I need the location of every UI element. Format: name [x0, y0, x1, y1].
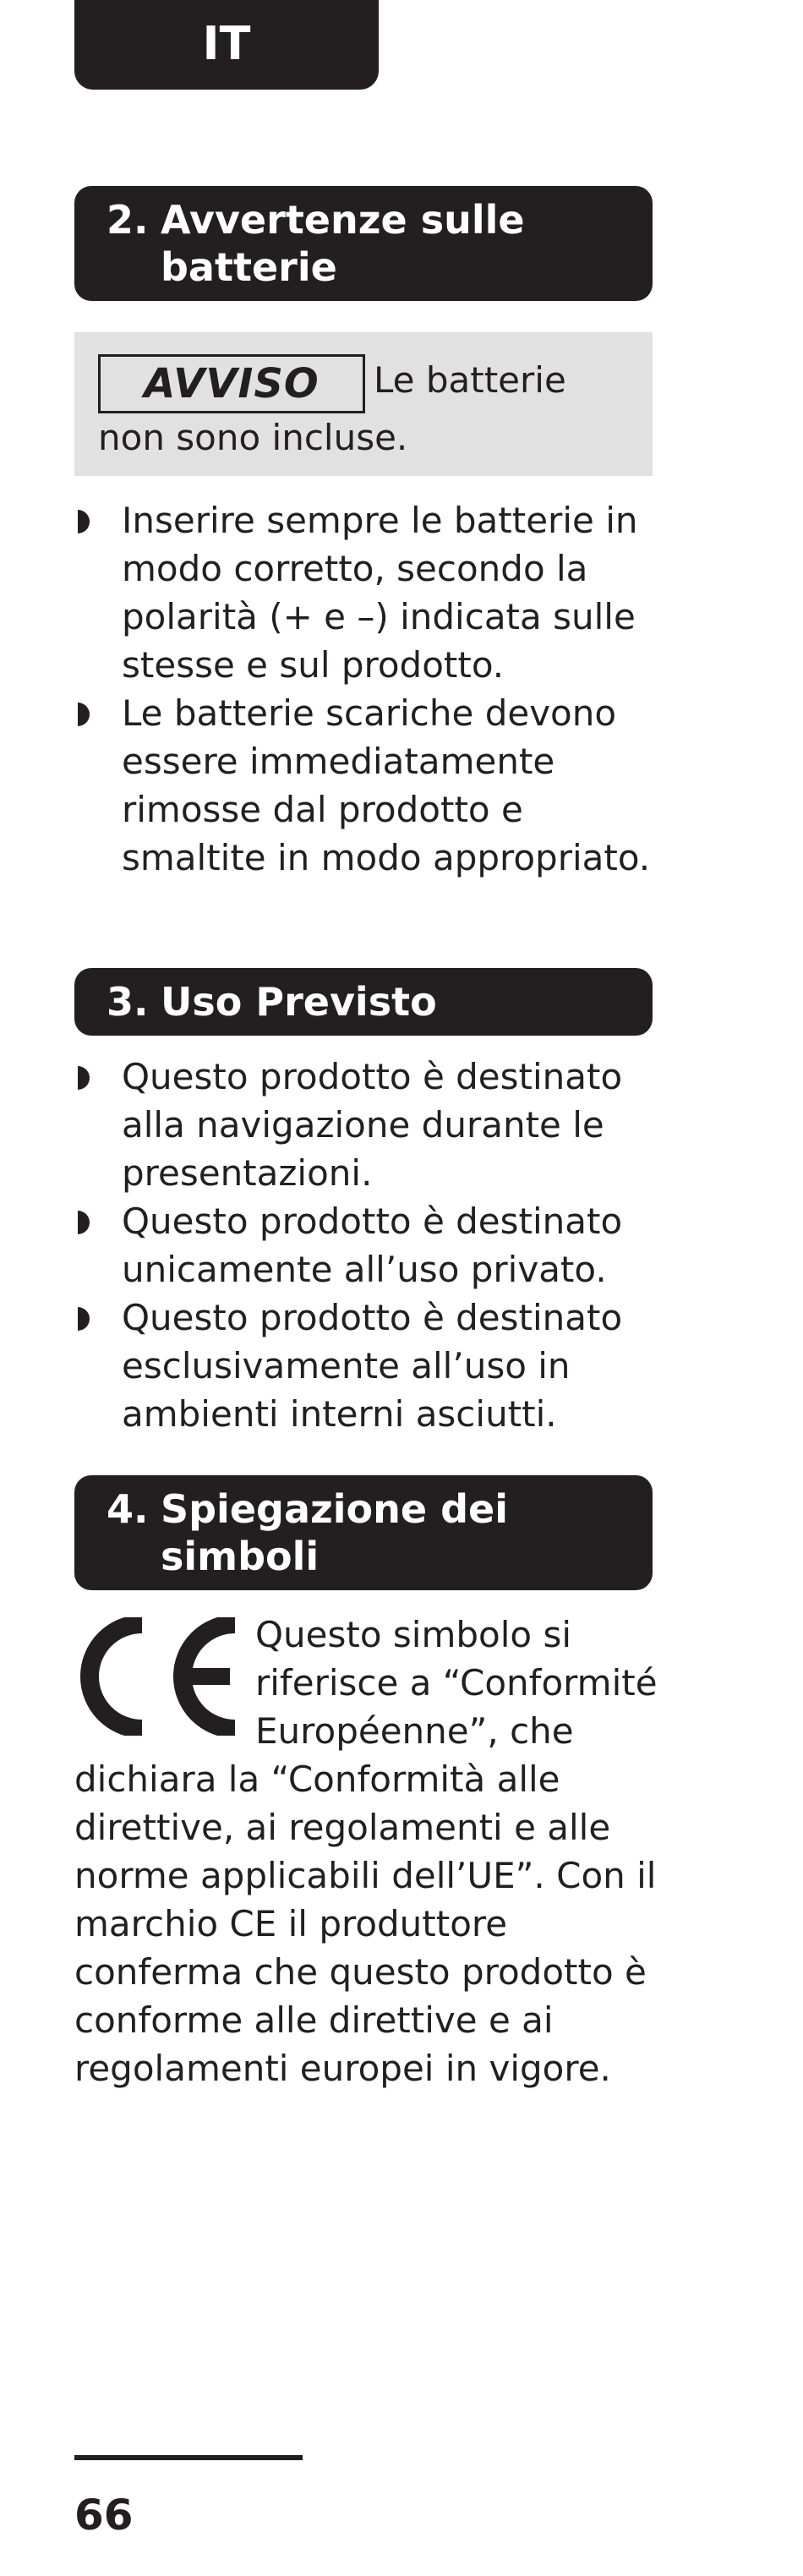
section-heading-intended-use [74, 968, 653, 1036]
list-item [74, 1293, 653, 1438]
language-tab [74, 0, 379, 90]
section-heading-symbols [74, 1475, 653, 1590]
section-number: 3. [107, 979, 149, 1025]
list-item [74, 496, 653, 689]
notice-label: AVVISO [98, 354, 365, 413]
bullet-icon [78, 510, 90, 533]
bullet-icon [78, 1307, 90, 1331]
language-label: IT [202, 16, 251, 70]
list-item [74, 689, 653, 882]
ce-explanation [74, 1611, 666, 2092]
section-heading-battery-warnings [74, 186, 653, 301]
section-title: Spiegazione dei simboli [161, 1486, 508, 1579]
bullet-icon [78, 1066, 90, 1090]
section-title: Uso Previsto [161, 979, 437, 1025]
bullet-icon [78, 703, 90, 726]
ce-mark-icon [74, 1611, 252, 1753]
list-item-text: Questo prodotto è destinato unicamente all’uso privato. [122, 1200, 623, 1290]
list-item-text: Questo prodotto è destinato esclusivamente all’uso in ambienti interni asciutti. [122, 1297, 623, 1435]
list-item [74, 1053, 653, 1197]
list-item-text: Questo prodotto è destinato alla navigazione durante le presentazioni. [122, 1056, 623, 1194]
section-number: 2. [107, 197, 149, 243]
list-item-text: Inserire sempre le batterie in modo corretto, secondo la polarità (+ e –) indicata sulle stesse e sul prodotto. [122, 500, 638, 686]
list-item [74, 1197, 653, 1293]
bullet-icon [78, 1211, 90, 1234]
notice-box [74, 332, 653, 476]
section-title: Avvertenze sulle batterie [161, 197, 525, 290]
ce-description: Questo simbolo si riferisce a “Conformité Européenne”, che dichiara la “Conformità alle direttive, ai regolamenti e alle norme applicabili dell’UE”. Con il marchio CE il produttore conferma che questo prodotto è conforme alle direttive e ai regolamenti europei in vigore. [74, 1614, 658, 2089]
battery-warnings-list [74, 496, 653, 882]
page-number: 66 [74, 2491, 134, 2540]
list-item-text: Le batterie scariche devono essere immediatamente rimosse dal prodotto e smaltite in modo appropriato. [122, 692, 651, 878]
section-number: 4. [107, 1486, 149, 1532]
notice-text: Le batterie non sono incluse. [98, 359, 566, 458]
footer-divider [74, 2455, 303, 2460]
intended-use-list [74, 1053, 653, 1438]
